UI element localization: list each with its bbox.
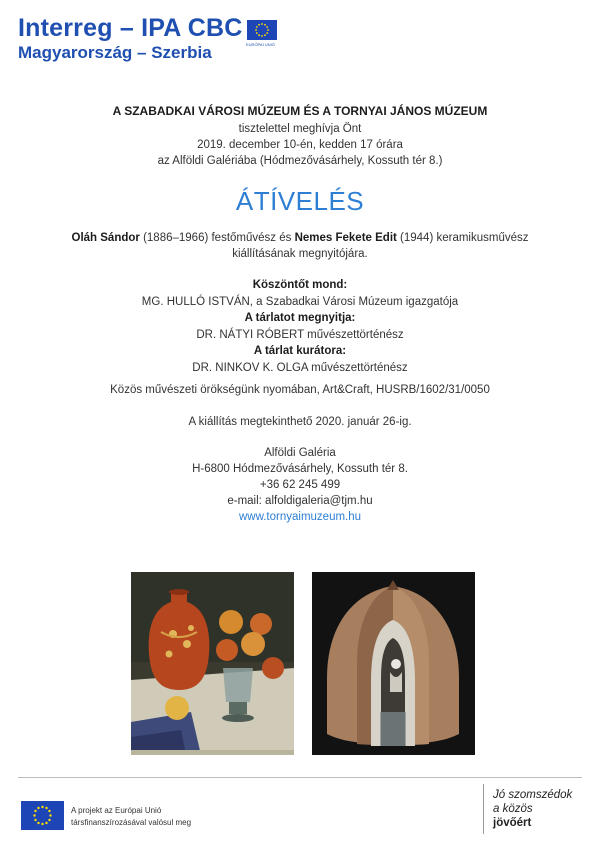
role-heading: A tárlatot megnyitja:: [244, 312, 356, 324]
role-heading: A tárlat kurátora:: [253, 345, 347, 357]
slogan-line: a közös: [493, 803, 533, 815]
invite-venue: az Alföldi Galériába (Hódmezővásárhely, Kossuth tér 8.): [157, 155, 443, 167]
funding-line: A projekt az Európai Unió: [71, 806, 162, 815]
artist-info: (1944) keramikusművész: [396, 232, 529, 244]
exhibition-dates: A kiállítás megtekinthető 2020. január 26-ig.: [188, 416, 412, 428]
role-heading: Köszöntőt mond:: [252, 279, 348, 291]
program-slogan: [493, 788, 572, 830]
organizers: A SZABADKAI VÁROSI MÚZEUM ÉS A TORNYAI JÁNOS MÚZEUM: [112, 104, 488, 118]
artist-name: Oláh Sándor: [71, 232, 140, 244]
invite-date: 2019. december 10-én, kedden 17 órára: [197, 139, 403, 151]
program-name: Interreg – IPA CBC: [18, 14, 243, 42]
interreg-logo: [18, 14, 242, 64]
exhibition-title: ÁTÍVELÉS: [235, 186, 365, 216]
eu-flag-icon: [247, 20, 277, 40]
eu-caption: EURÓPAI UNIÓ: [246, 42, 275, 47]
venue-address: H-6800 Hódmezővásárhely, Kossuth tér 8.: [192, 463, 408, 475]
website-link[interactable]: www.tornyaimuzeum.hu: [238, 511, 362, 523]
slogan-divider: [483, 784, 484, 834]
still-life-painting: [131, 572, 294, 755]
phone-number: +36 62 245 499: [259, 479, 341, 491]
eu-flag-icon: [21, 801, 64, 830]
exhibition-description: [20, 230, 580, 262]
role-person: MG. HULLÓ ISTVÁN, a Szabadkai Városi Múzeum igazgatója: [141, 295, 459, 308]
slogan-line: Jó szomszédok: [493, 789, 573, 801]
invite-line: tisztelettel meghívja Önt: [238, 123, 362, 135]
artist-info: (1886–1966) festőművész és: [139, 232, 295, 244]
venue-name: Alföldi Galéria: [264, 447, 336, 459]
slogan-line: jövőért: [493, 817, 532, 829]
ceramic-sculpture: [312, 572, 475, 755]
program-region: Magyarország – Szerbia: [18, 43, 212, 62]
invitation-details: [0, 121, 600, 169]
speakers-list: [0, 277, 600, 376]
description-line: kiállításának megnyitójára.: [232, 248, 368, 260]
project-reference: Közös művészeti örökségünk nyomában, Art&Craft, HUSRB/1602/31/0050: [110, 384, 490, 396]
contact-block: [0, 445, 600, 525]
role-person: DR. NÁTYI RÓBERT művészettörténész: [196, 328, 404, 341]
email-address[interactable]: e-mail: alfoldigaleria@tjm.hu: [227, 495, 373, 507]
role-person: DR. NINKOV K. OLGA művészettörténész: [192, 361, 408, 374]
funding-line: társfinanszírozásával valósul meg: [71, 818, 192, 827]
eu-funding-note: [71, 805, 191, 829]
artist-name: Nemes Fekete Edit: [294, 232, 397, 244]
footer-divider: [18, 777, 582, 778]
